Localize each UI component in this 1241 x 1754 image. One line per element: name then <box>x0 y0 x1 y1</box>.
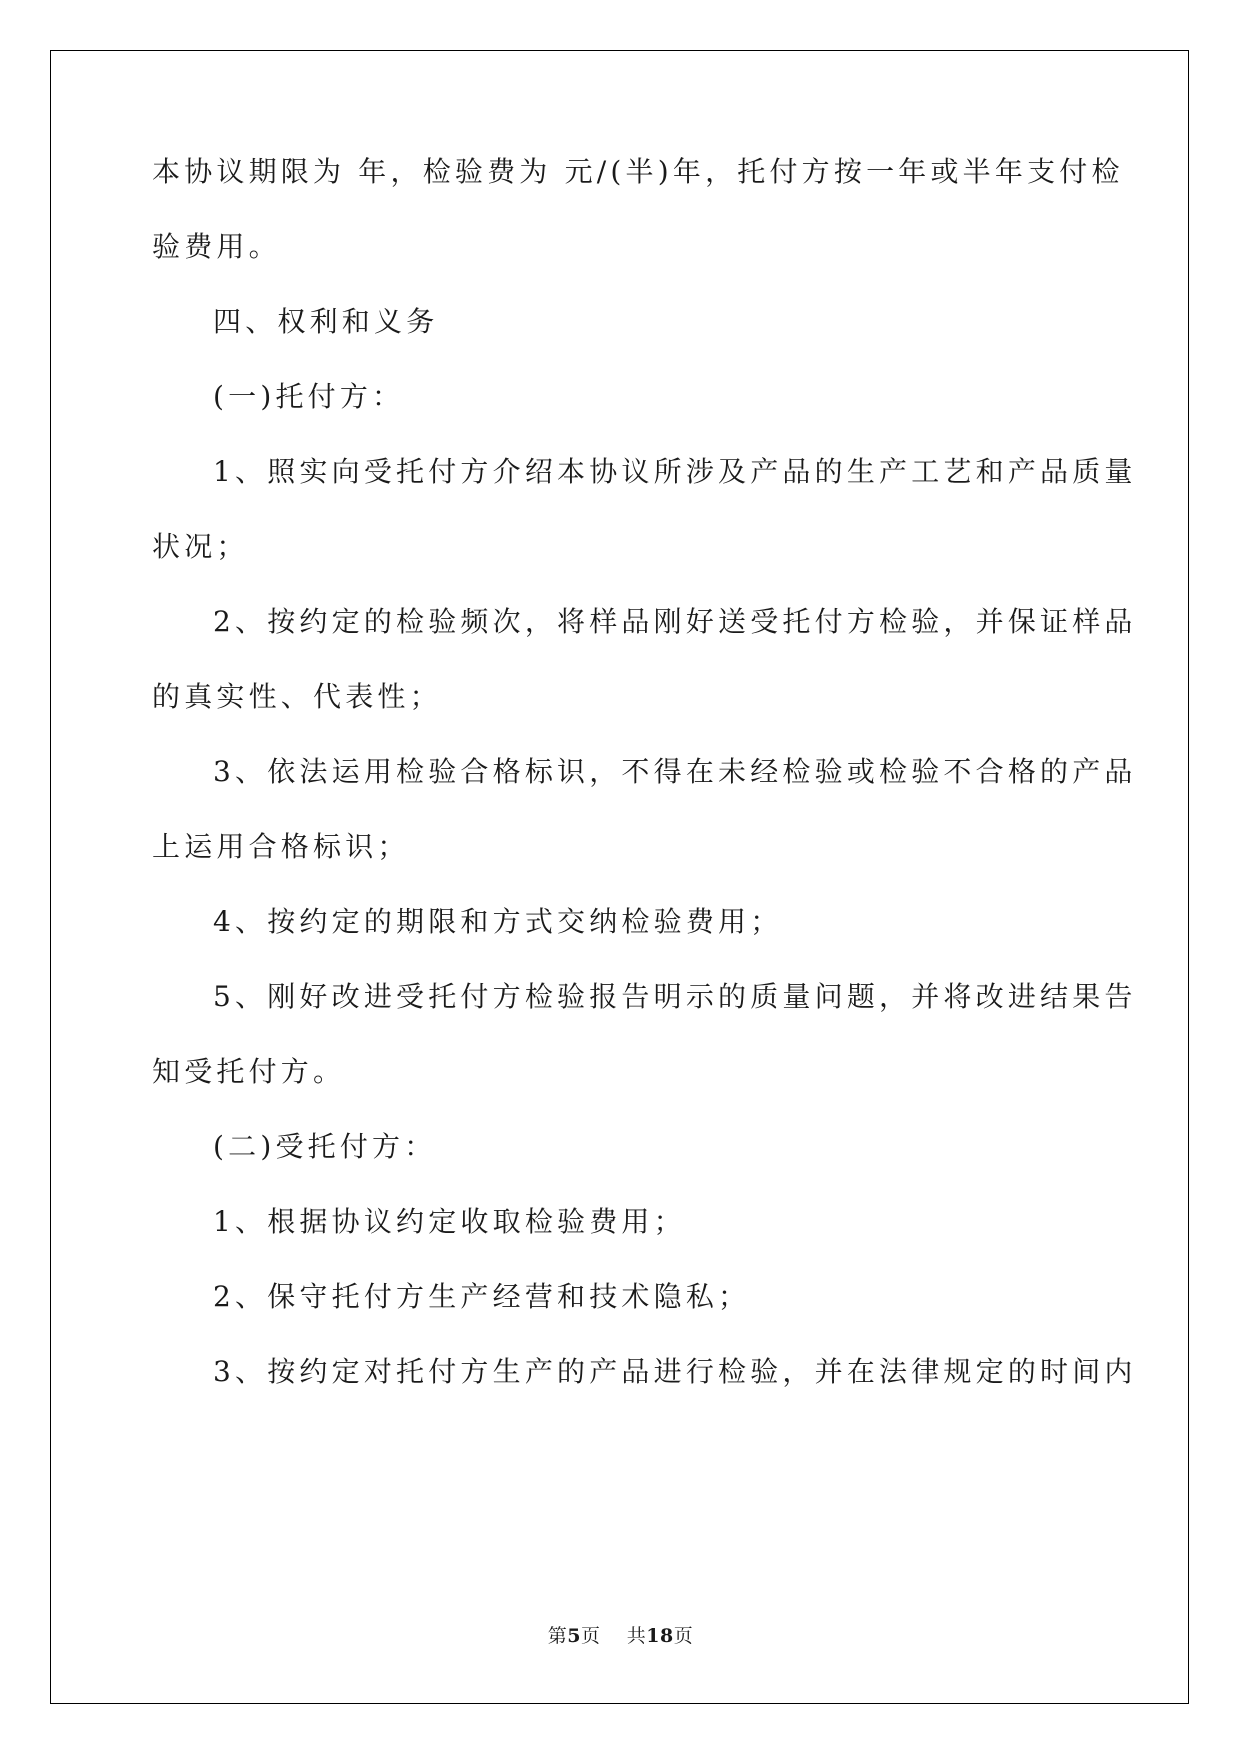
page-footer <box>0 1624 1241 1648</box>
list-item: 1、照实向受托付方介绍本协议所涉及产品的生产工艺和产品质量 <box>213 455 1137 488</box>
list-item: 1、根据协议约定收取检验费用； <box>213 1205 686 1238</box>
section-heading: 四、权利和义务 <box>213 305 439 338</box>
list-item: 5、刚好改进受托付方检验报告明示的质量问题，并将改进结果告 <box>213 980 1137 1013</box>
body-line: 上运用合格标识； <box>152 830 410 863</box>
total-pages-number: 18 <box>646 1625 674 1647</box>
subsection-heading: (一)托付方： <box>213 380 405 413</box>
body-line: 知受托付方。 <box>152 1055 346 1088</box>
footer-total-prefix: 共 <box>626 1625 647 1647</box>
current-page-number: 5 <box>567 1625 582 1647</box>
page-border <box>50 50 1189 1704</box>
body-line: 的真实性、代表性； <box>152 680 442 713</box>
body-line: 验费用。 <box>152 230 281 263</box>
subsection-heading: (二)受托付方： <box>213 1130 437 1163</box>
footer-prefix: 第 <box>547 1625 568 1647</box>
list-item: 2、按约定的检验频次，将样品刚好送受托付方检验，并保证样品 <box>213 605 1137 638</box>
list-item: 2、保守托付方生产经营和技术隐私； <box>213 1280 751 1313</box>
footer-page-unit: 页 <box>581 1625 601 1647</box>
list-item: 3、依法运用检验合格标识，不得在未经检验或检验不合格的产品 <box>213 755 1137 788</box>
body-line: 本协议期限为 年，检验费为 元/(半)年，托付方按一年或半年支付检 <box>152 155 1124 188</box>
footer-total-unit: 页 <box>673 1625 694 1647</box>
list-item: 3、按约定对托付方生产的产品进行检验，并在法律规定的时间内 <box>213 1355 1137 1388</box>
body-line: 状况； <box>152 530 249 563</box>
list-item: 4、按约定的期限和方式交纳检验费用； <box>213 905 783 938</box>
